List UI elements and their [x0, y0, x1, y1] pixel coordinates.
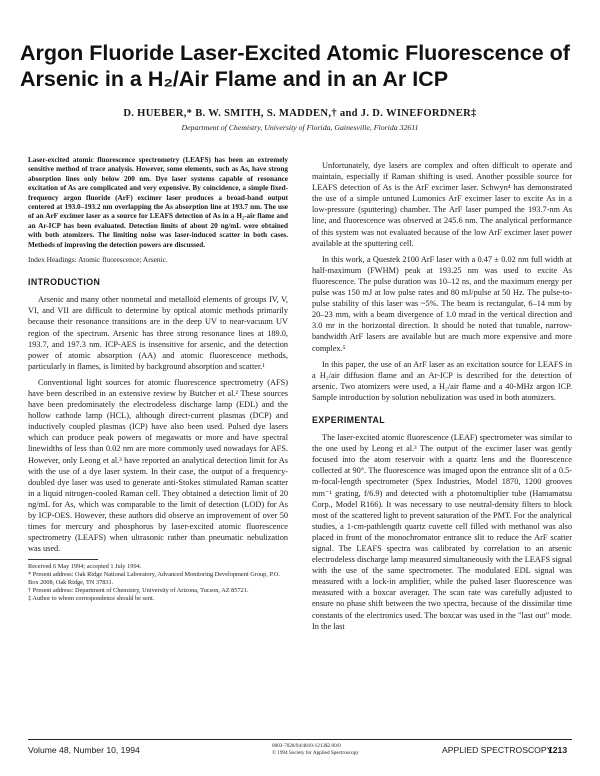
experimental-heading: EXPERIMENTAL — [312, 414, 386, 425]
introduction-heading: INTRODUCTION — [28, 277, 101, 288]
received-note: Received 6 May 1994; accepted 1 July 1994. — [28, 563, 142, 571]
footnote-present-address: * Present address: Oak Ridge National Laboratory, Advanced Monitoring Development Group, P.O. Box 2008, Oak Ridge, TN 37831. — [28, 571, 280, 587]
author-affiliation: Department of Chemistry, University of Florida, Gainesville, Florida 32611 — [181, 123, 419, 132]
experimental-paragraph: The laser-excited atomic fluorescence (LEAF) spectrometer was similar to the one used by Leong et al.³ The output of the excimer laser was gently focused into the atom reservoir with a quartz lens and the fluorescence collected at 90°. The fluorescence was imaged upon the entrance slit of a 0.5-m-focal-length spectrometer (Spex Industries, Model 1870, 1200 grooves mm⁻¹ grating, f/6.9) and detected with a photomultiplier tube (Hamamatsu Corp., Model R166). It was necessary to use neutral-density filters to block most of the scattered light to prevent saturation of the PMT. For the analytical studies, a 1-cm-pathlength quartz cuvette cell filled with methanol was also placed in front of the monochromator entrance slit to reduce the ArF scatter signal. The LEAFS spectra was calibrated by correlation to an arsenic electrodeless discharge lamp measured simultaneously with the LEAFS signal with the use of the same spectrometer. The modulated EDL signal was measured with a lock-in amplifier, while the pulsed laser fluorescence was measured with a boxcar averager. The scan rate was carefully adjusted to ensure no phase shift between the two spectra, because of the dissimilar time constants of the electronics used. The boxcar was used in the "last out" mode. In the last — [312, 433, 572, 631]
author-list: D. HUEBER,* B. W. SMITH, S. MADDEN,† and J. D. WINEFORDNER‡ — [123, 108, 477, 119]
intro-paragraph: Conventional light sources for atomic fluorescence spectrometry (AFS) have been described in an extensive review by Butcher et al.² These sources have been predominately the electrodeless discharge lamp (EDL) and the hollow cathode lamp (HCL), although direct-current plasmas (DCP) and inductively coupled plasmas (ICP) have also been used. Pulsed dye lasers which can produce peak powers of megawatts or more and have spectral linewidths of less than 0.02 nm are more commonly used nowadays for AFS. However, only Leong et al.³ have reported an analytical detection limit for As with the use of a dye laser system. In their case, the output of a frequency-doubled dye laser was used to generate anti-Stokes stimulated Raman scatter in a liquid nitrogen-cooled Raman cell. They obtained a detection limit of 20 ng/mL for As, which was comparable to the limit of detection (LOD) for As by ICP-OES. However, these authors did observe an improvement of over 50 times for mercury and phosphorus by laser-excited atomic fluorescence spectrometry (LEAFS) when ultrasonic rather than pneumatic nebulization was used. — [28, 377, 288, 554]
abstract: Laser-excited atomic fluorescence spectrometry (LEAFS) has been an extremely sensitive method of trace analysis. However, some elements, such as As, have strong absorption lines only below 200 nm. Dye laser systems capable of resonance excitation of As are complicated and very expensive. By coincidence, a simple fixed-frequency argon fluoride (ArF) excimer laser produces a broad-band output centered at 193.0–193.2 nm overlapping the As absorption line at 193.7 nm. The use of an ArF excimer laser as a source for LEAFS detection of As in a H₂-air flame and an Ar-ICP has been evaluated. Detection limits of about 20 ng/mL were obtained with both atomizers. The limiting noise was laser-induced scatter in both cases. Methods of improving the detection powers are discussed. — [28, 156, 288, 249]
footer-volume: Volume 48, Number 10, 1994 — [28, 745, 140, 755]
intro-paragraph: In this paper, the use of an ArF laser as an excitation source for LEAFS in a H₂/air diffusion flame and an Ar-ICP is described for the detection of arsenic. Two atomizers were used, a H₂/air flame and a 40-MHz argon ICP. Sample introduction by solution nebulization was used in both atomizers. — [312, 359, 572, 402]
intro-paragraph: In this work, a Questek 2100 ArF laser with a 0.47 ± 0.02 nm full width at half-maximum (FWHM) peak at 193.25 nm was used to excite As fluorescence. The pulse duration was 10–12 ns, and the maximum energy per pulse was 150 mJ at low pulse rates and 80 mJ/pulse at 50 Hz. The pulse-to-pulse stability of this laser was ~5%. The beam is rectangular, 6–14 mm by 20–23 mm, with a beam divergence of 1.0 mrad in the vertical direction and 3.0 mr in the horizontal direction. It should be noted that tunable, narrow-bandwidth ArF lasers are available but are much more expensive and more complex.⁵ — [312, 254, 572, 353]
footer-code-line: 0003-7028/94/4810-1213$2.00/0 — [272, 743, 341, 749]
right-column — [312, 160, 572, 637]
footer-codes — [272, 743, 359, 756]
index-headings: Index Headings: Atomic fluorescence; Arsenic. — [28, 255, 168, 265]
footer-journal-name: APPLIED SPECTROSCOPY — [442, 745, 553, 755]
footnote-rule — [28, 559, 98, 560]
intro-paragraph: Unfortunately, dye lasers are complex and often difficult to operate and maintain, especially if Raman shifting is used. Another possible source for LEAFS detection of As is the ArF excimer laser. Schwyn⁴ has demonstrated the use of a simple untuned Lumonics ArF excimer laser to excite As in a low-pressure (sputtering) chamber. The ArF laser pumped the 193.7-nm As line, and fluorescence was observed at 245.6 nm. The analytical performance of this system was not evaluated because of the low ArF excimer laser power available at the sputtering cell. — [312, 161, 572, 248]
intro-paragraph: Arsenic and many other nonmetal and metalloid elements of groups IV, V, VI, and VII are difficult to determine by optical atomic methods primarily because their resonance transitions are in the deep UV to near-vacuum UV region of the spectrum. Arsenic has three strong resonance lines at 189.0, 193.7, and 197.3 nm. ICP-AES is insensitive for arsenic, and the detection power of atomic absorption (AA) and atomic fluorescence methods, particularly in flames, is limited by background absorption and scatter.¹ — [28, 295, 288, 371]
left-column — [28, 156, 288, 603]
footnote-present-address: † Present address: Department of Chemistry, University of Arizona, Tucson, AZ 85721. — [28, 587, 249, 595]
page-number: 1213 — [548, 745, 568, 755]
footer-rule — [28, 739, 572, 740]
article-title: Argon Fluoride Laser-Excited Atomic Fluorescence of Arsenic in a H₂/Air Flame and in an Ar ICP — [20, 41, 570, 91]
footer-copyright: © 1994 Society for Applied Spectroscopy — [272, 749, 359, 756]
footnote-correspondence: ‡ Author to whom correspondence should be sent. — [28, 595, 155, 603]
